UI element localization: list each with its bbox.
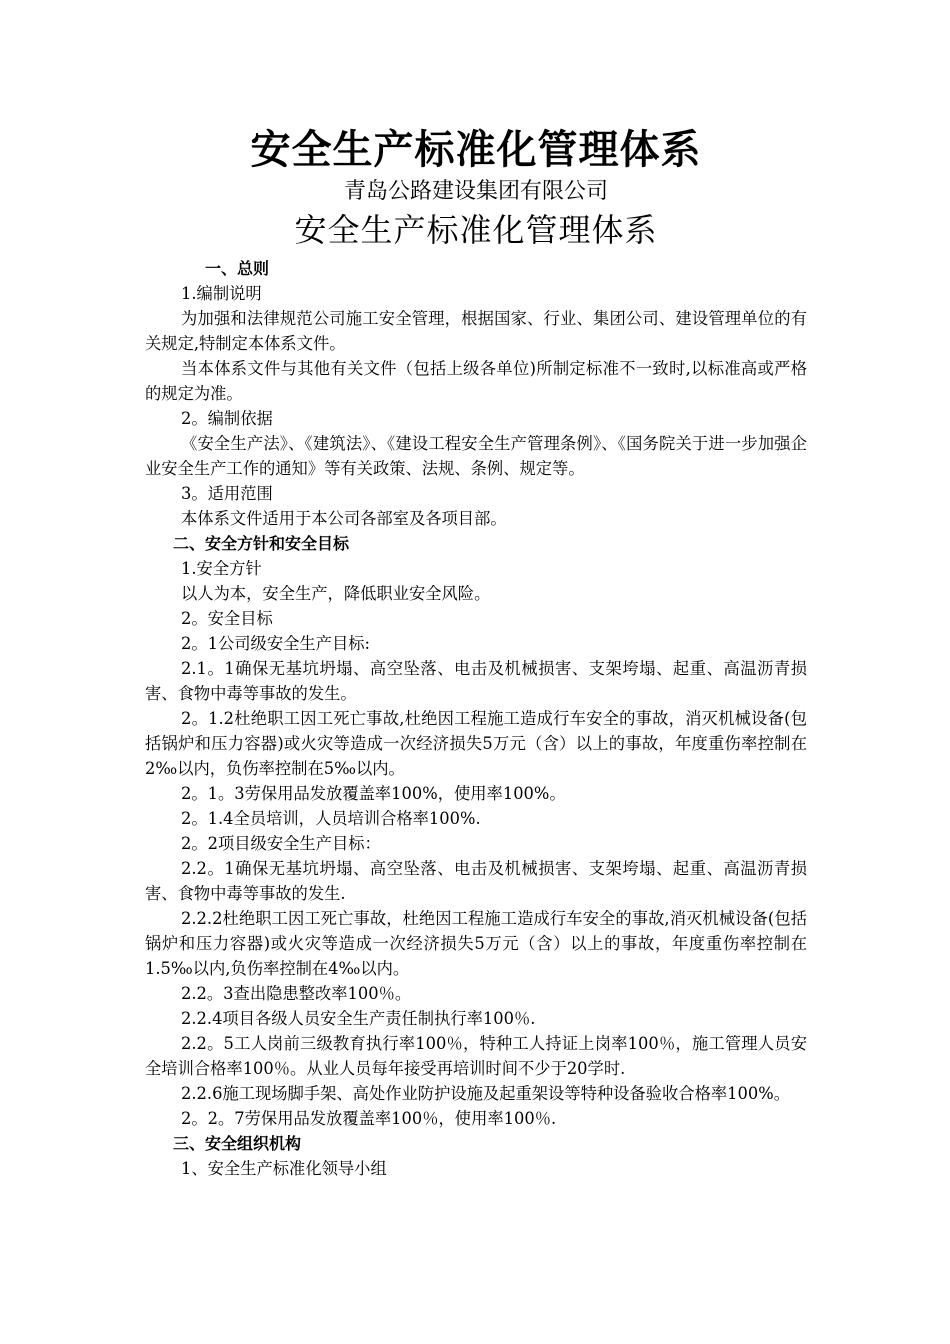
paragraph: 以人为本，安全生产，降低职业安全风险。 (181, 584, 491, 603)
goal-item: 2.2。5工人岗前三级教育执行率100％，特种工人持证上岗率100％，施工管理人员安全培训合格率100％。从业人员每年接受再培训时间不少于20学时. (145, 1034, 807, 1078)
subsection-label: 2。编制依据 (181, 409, 273, 428)
goal-item: 2.1。1确保无基坑坍塌、高空坠落、电击及机械损害、支架垮塌、起重、高温沥青损害、食物中毒等事故的发生。 (145, 659, 807, 703)
section-heading-organization: 三、安全组织机构 (173, 1134, 302, 1153)
goal-item: 2.2。3查出隐患整改率100％。 (181, 984, 412, 1003)
goal-item: 2。1.4全员培训，人员培训合格率100%. (181, 809, 481, 828)
goal-item: 2.2.6施工现场脚手架、高处作业防护设施及起重架设等特种设备验收合格率100%。 (181, 1084, 790, 1103)
paragraph: 为加强和法律规范公司施工安全管理，根据国家、行业、集团公司、建设管理单位的有关规定,特制定本体系文件。 (145, 309, 807, 353)
document-body (145, 122, 807, 1181)
subsection-label: 2。安全目标 (181, 609, 273, 628)
subsection-label: 2。1公司级安全生产目标: (181, 634, 371, 653)
goal-item: 2.2。1确保无基坑坍塌、高空坠落、电击及机械损害、支架垮塌、起重、高温沥青损害、食物中毒等事故的发生. (145, 859, 807, 903)
subsection-label: 2。2项目级安全生产目标： (181, 834, 381, 853)
section-heading-general: 一、总则 (205, 259, 270, 278)
main-title: 安全生产标准化管理体系 (250, 127, 702, 173)
goal-item: 2.2.2杜绝职工因工死亡事故，杜绝因工程施工造成行车安全的事故,消灭机械设备(包括锅炉和压力容器)或火灾等造成一次经济损失5万元（含）以上的事故，年度重伤率控制在1.5‰以内,负伤率控制在4‰以内。 (145, 909, 807, 978)
paragraph: 当本体系文件与其他有关文件（包括上级各单位)所制定标准不一致时,以标准高或严格的规定为准。 (145, 359, 807, 403)
company-name: 青岛公路建设集团有限公司 (343, 179, 608, 204)
goal-item: 2。1。3劳保用品发放覆盖率100%，使用率100%。 (181, 784, 566, 803)
paragraph: 《安全生产法》、《建筑法》、《建设工程安全生产管理条例》、《国务院关于进一步加强企业安全生产工作的通知》等有关政策、法规、条例、规定等。 (145, 434, 807, 478)
subsection-label: 3。适用范围 (181, 484, 273, 503)
section-heading-policy-goals: 二、安全方针和安全目标 (173, 534, 350, 553)
subsection-label: 1.安全方针 (181, 559, 262, 578)
paragraph: 本体系文件适用于本公司各部室及各项目部。 (181, 509, 507, 528)
goal-item: 2.2.4项目各级人员安全生产责任制执行率100％. (181, 1009, 536, 1028)
goal-item: 2。1.2杜绝职工因工死亡事故,杜绝因工程施工造成行车安全的事故，消灭机械设备(包括锅炉和压力容器)或火灾等造成一次经济损失5万元（含）以上的事故，年度重伤率控制在2‰以内，负伤率控制在5‰以内。 (145, 709, 807, 778)
subsection-label: 1.编制说明 (181, 284, 262, 303)
subsection-label: 1、安全生产标准化领导小组 (181, 1159, 387, 1178)
sub-title: 安全生产标准化管理体系 (294, 211, 658, 249)
goal-item: 2。2。7劳保用品发放覆盖率100％，使用率100％. (181, 1109, 557, 1128)
